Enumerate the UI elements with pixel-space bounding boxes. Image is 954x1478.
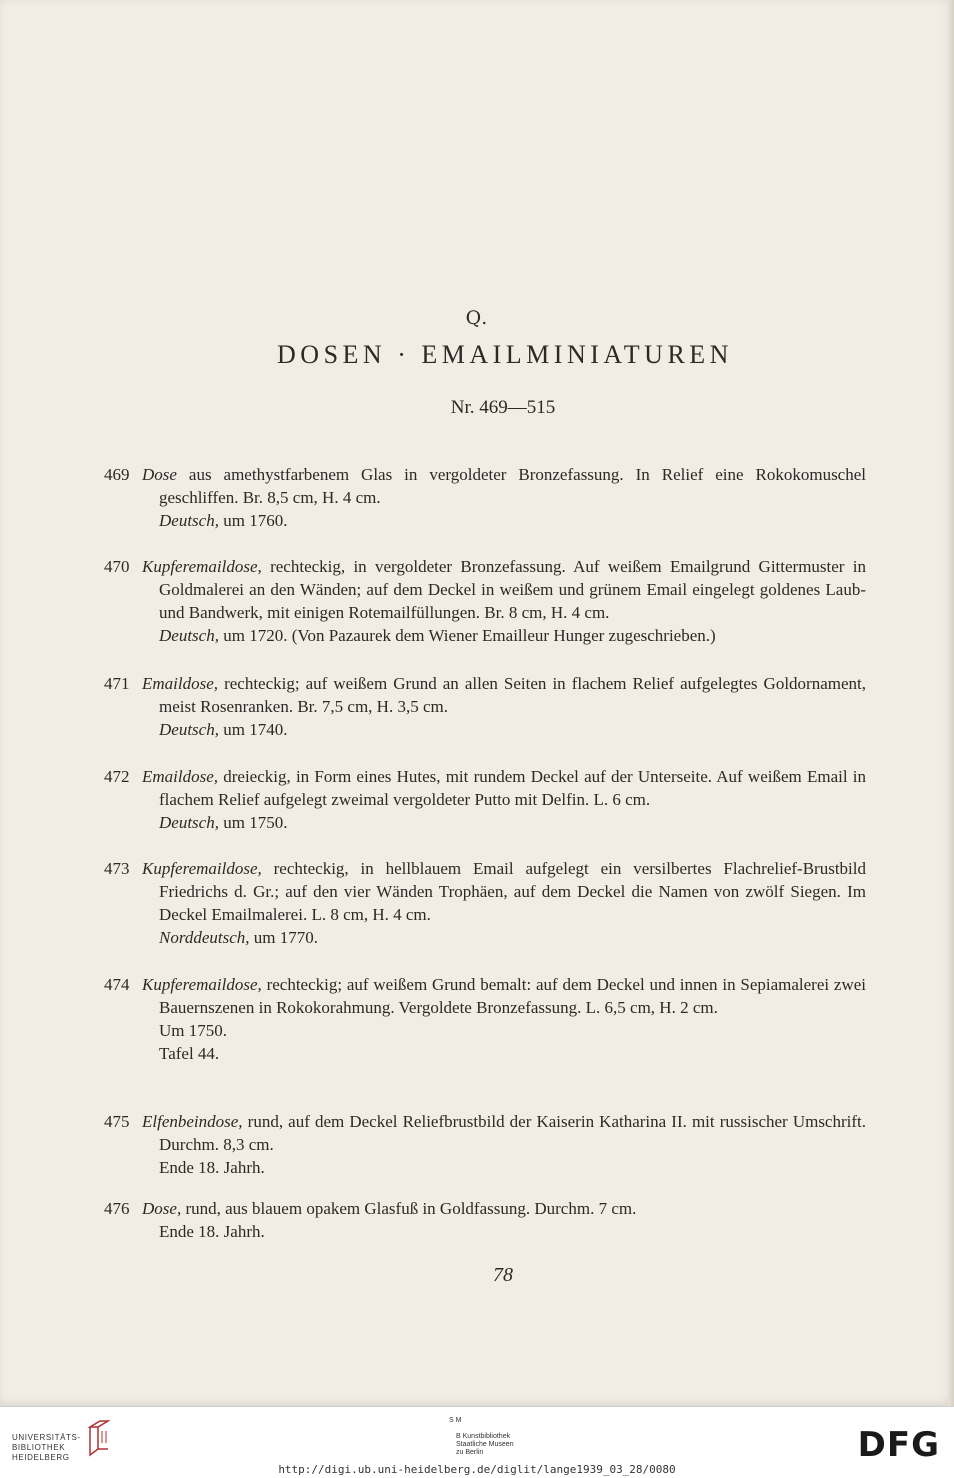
origin-date: um 1760.: [218, 511, 288, 530]
entry-origin: [104, 811, 866, 834]
entry-number: 470: [104, 557, 130, 576]
entry-text: dreieckig, in Form eines Hutes, mit rundem Deckel auf der Unterseite. Auf weißem Email in flachem Relief aufgelegt zweimal vergoldeter Putto mit Delfin. L. 6 cm.: [159, 767, 866, 809]
entry-term: Elfenbeindose,: [142, 1112, 243, 1131]
kunstbibliothek-label: [456, 1433, 514, 1457]
entry-term: Emaildose,: [142, 767, 219, 786]
entry-number: 471: [104, 674, 130, 693]
uni-label-line: HEIDELBERG: [12, 1453, 70, 1462]
dfg-logo[interactable]: DFG: [857, 1425, 940, 1465]
entry-body: [104, 1197, 866, 1220]
section-range: Nr. 469—515: [450, 397, 556, 418]
origin-date: um 1720. (Von Pazaurek dem Wiener Emailleur Hunger zugeschrieben.): [218, 626, 716, 645]
sm-label: S M: [449, 1417, 462, 1424]
entry-term: Emaildose,: [142, 674, 219, 693]
sm-label-line: zu Berlin: [456, 1449, 484, 1456]
viewer-footer: [0, 1406, 954, 1478]
origin-date: um 1770.: [249, 928, 318, 947]
origin-date: Ende 18. Jahrh.: [159, 1158, 265, 1177]
entry-term: Dose: [142, 465, 177, 484]
entry-body: [104, 765, 866, 811]
origin-region: Deutsch,: [159, 813, 219, 832]
sm-label-line: B Kunstbibliothek: [456, 1433, 511, 1440]
catalog-entry-471: [104, 672, 866, 741]
entry-text: rechteckig; auf weißem Grund an allen Seiten in flachem Relief aufgelegtes Goldornament, meist Rosenranken. Br. 7,5 cm, H. 3,5 cm.: [159, 674, 866, 716]
entry-plate-reference: Tafel 44.: [159, 1044, 220, 1063]
entry-origin: [104, 718, 866, 741]
catalog-entry-473: [104, 857, 866, 949]
permalink-url[interactable]: http://digi.ub.uni-heidelberg.de/diglit/lange1939_03_28/0080: [278, 1463, 676, 1476]
entry-origin: [104, 1019, 866, 1042]
origin-region: Deutsch,: [159, 626, 219, 645]
origin-date: Ende 18. Jahrh.: [159, 1222, 265, 1241]
entry-body: [104, 463, 866, 509]
entry-text: rechteckig, in vergoldeter Bronzefassung. Auf weißem Emailgrund Gittermuster in Goldmalerei an den Wänden; auf dem Deckel in weißem und grünem Email eingelegt goldenes Laub- und Bandwerk, mit einigen Rotemailfüllungen. Br. 8 cm, H. 4 cm.: [159, 557, 866, 622]
entry-number: 472: [104, 767, 130, 786]
origin-date: um 1750.: [218, 813, 288, 832]
catalog-entry-474: [104, 973, 866, 1065]
university-logo-icon[interactable]: [86, 1419, 112, 1459]
entry-origin: [104, 509, 866, 532]
origin-region: Deutsch,: [159, 720, 219, 739]
entry-number: 474: [104, 975, 130, 994]
entry-body: [104, 555, 866, 624]
uni-label-line: UNIVERSITÄTS-: [12, 1433, 81, 1442]
entry-origin: [104, 1156, 866, 1179]
section-letter: Q.: [465, 307, 489, 329]
entry-body: [104, 672, 866, 718]
entry-text: aus amethystfarbenem Glas in vergoldeter Bronzefassung. In Relief eine Rokokomuschel geschliffen. Br. 8,5 cm, H. 4 cm.: [159, 465, 866, 507]
origin-date: um 1740.: [218, 720, 288, 739]
university-library-label: [12, 1433, 81, 1463]
entry-term: Kupferemaildose,: [142, 859, 262, 878]
entry-text: rechteckig, in hellblauem Email aufgelegt ein versilbertes Flachrelief-Brustbild Friedrichs d. Gr.; auf den vier Wänden Trophäen, auf dem Deckel die Namen von zwölf Siegen. Im Deckel Emailmalerei. L. 8 cm, H. 4 cm.: [159, 859, 866, 924]
origin-region: Norddeutsch,: [159, 928, 250, 947]
catalog-entry-476: [104, 1197, 866, 1243]
entry-number: 469: [104, 465, 130, 484]
entry-text: rechteckig; auf weißem Grund bemalt: auf dem Deckel und innen in Sepiamalerei zwei Bauernszenen in Rokokorahmung. Vergoldete Bronzefassung. L. 6,5 cm, H. 2 cm.: [159, 975, 866, 1017]
entry-number: 476: [104, 1199, 130, 1218]
page-edge-shadow: [948, 0, 954, 1406]
entry-number: 475: [104, 1112, 130, 1131]
catalog-entry-470: [104, 555, 866, 647]
entry-body: [104, 857, 866, 926]
entry-term: Kupferemaildose,: [142, 975, 262, 994]
origin-date: Um 1750.: [159, 1021, 227, 1040]
sm-label-line: Staatliche Museen: [456, 1441, 514, 1448]
entry-origin: [104, 926, 866, 949]
entry-term: Dose,: [142, 1199, 182, 1218]
entry-body: [104, 1110, 866, 1156]
uni-label-line: BIBLIOTHEK: [12, 1443, 66, 1452]
entry-number: 473: [104, 859, 130, 878]
entry-origin: [104, 624, 866, 647]
origin-region: Deutsch,: [159, 511, 219, 530]
section-title: DOSEN · EMAILMINIATUREN: [277, 340, 733, 369]
catalog-entry-475: [104, 1110, 866, 1179]
catalog-entry-472: [104, 765, 866, 834]
entry-origin: [104, 1220, 866, 1243]
page-number: 78: [493, 1264, 513, 1286]
entry-body: [104, 973, 866, 1019]
catalog-entry-469: [104, 463, 866, 532]
entry-text: rund, aus blauem opakem Glasfuß in Goldfassung. Durchm. 7 cm.: [181, 1199, 637, 1218]
entry-term: Kupferemaildose,: [142, 557, 262, 576]
entry-text: rund, auf dem Deckel Reliefbrustbild der Kaiserin Katharina II. mit russischer Umschrift. Durchm. 8,3 cm.: [159, 1112, 866, 1154]
